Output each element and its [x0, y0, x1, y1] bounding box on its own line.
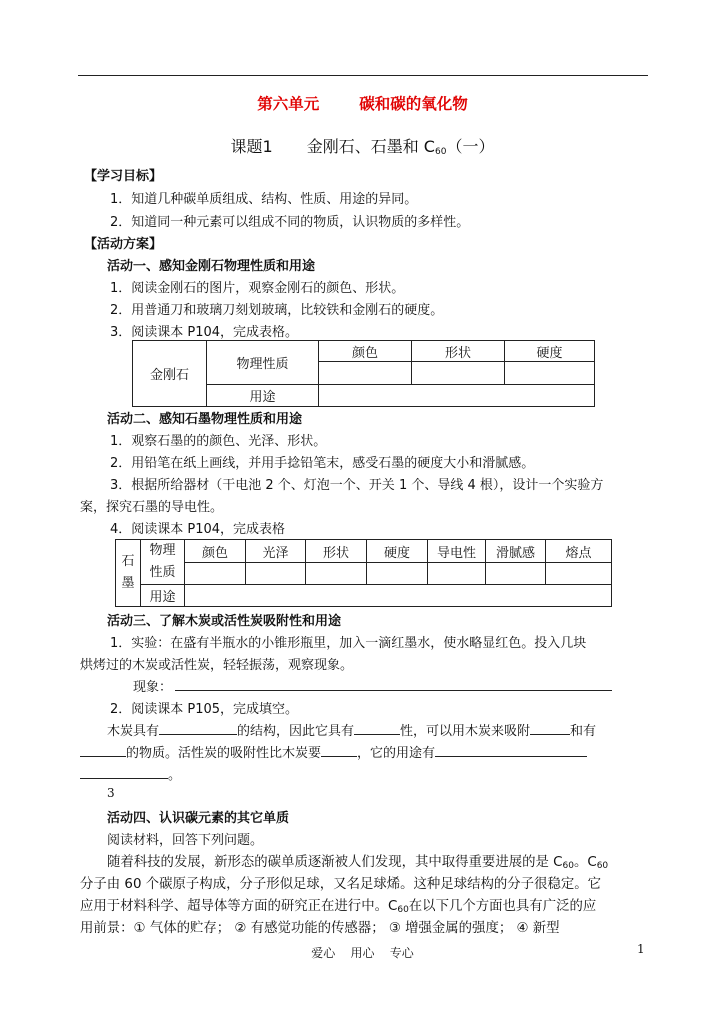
- diamond-cell[interactable]: [412, 362, 505, 385]
- fill-blank[interactable]: [530, 720, 570, 735]
- graphite-col-header: 颜色: [185, 540, 246, 563]
- fill-blank[interactable]: [159, 720, 237, 735]
- fill-line-3: 。: [80, 764, 181, 783]
- lesson-topic-suffix: （一）: [446, 137, 495, 156]
- reading-line: 用前景：① 气体的贮存； ② 有感觉功能的传感器； ③ 增强金属的强度； ④ 新型: [80, 921, 560, 936]
- activity-2-item: 案，探究石墨的导电性。: [80, 500, 224, 515]
- graphite-col-header: 滑腻感: [486, 540, 546, 563]
- fill-blank[interactable]: [354, 720, 400, 735]
- activity-4-intro: 阅读材料，回答下列问题。: [107, 833, 264, 848]
- unit-title: [0, 92, 725, 114]
- activity-3-item: 1．实验：在盛有半瓶水的小锥形瓶里，加入一滴红墨水，使水略显红色。投入几块: [110, 636, 587, 651]
- activity-2-item: 4．阅读课本 P104，完成表格: [110, 522, 286, 537]
- activity-1-item: 3．阅读课本 P104，完成表格。: [110, 325, 299, 340]
- activity-2-heading: 活动二、感知石墨物理性质和用途: [107, 412, 303, 427]
- graphite-cell[interactable]: [546, 563, 612, 585]
- reading-line: 应用于材料科学、超导体等方面的研究正在进行中。$C_{60}$在以下几个方面也具有广泛的应: [80, 899, 597, 915]
- phenomenon-blank[interactable]: [175, 690, 612, 691]
- diamond-col-header: 硬度: [505, 341, 595, 362]
- fill-line-1: 木炭具有 的结构，因此它具有 性，可以用木炭来吸附 和有: [107, 720, 596, 739]
- diamond-row-label: 金刚石: [133, 341, 207, 407]
- header-rule: [78, 75, 648, 76]
- graphite-col-header: 光泽: [246, 540, 306, 563]
- goal-item: 1．知道几种碳单质组成、结构、性质、用途的异同。: [110, 192, 418, 207]
- diamond-use-cell[interactable]: [319, 385, 595, 407]
- graphite-cell[interactable]: [367, 563, 428, 585]
- diamond-table: [132, 340, 595, 407]
- activity-3-heading: 活动三、了解木炭或活性炭吸附性和用途: [107, 614, 342, 629]
- graphite-use-label: 用途: [141, 585, 185, 607]
- graphite-use-cell[interactable]: [185, 585, 612, 607]
- plan-heading: 【活动方案】: [84, 237, 163, 252]
- lesson-topic: 金刚石、石墨和 C: [306, 137, 435, 156]
- lesson-number: 课题1: [230, 137, 273, 156]
- activity-1-item: 2．用普通刀和玻璃刀刻划玻璃，比较铁和金刚石的硬度。: [110, 303, 444, 318]
- graphite-col-header: 导电性: [428, 540, 486, 563]
- diamond-phys-label: 物理性质: [207, 341, 319, 385]
- fill-blank[interactable]: [435, 742, 587, 757]
- diamond-cell[interactable]: [505, 362, 595, 385]
- activity-2-item: 2．用铅笔在纸上画线，并用手捻铅笔末，感受石墨的硬度大小和滑腻感。: [110, 456, 535, 471]
- lesson-title: [0, 134, 725, 157]
- unit-topic: 碳和碳的氧化物: [359, 95, 468, 113]
- graphite-row-label: 石 墨: [116, 540, 141, 607]
- graphite-cell[interactable]: [306, 563, 367, 585]
- unit-number: 第六单元: [257, 95, 320, 113]
- activity-3-item: 烘烤过的木炭或活性炭，轻轻振荡，观察现象。: [80, 658, 354, 673]
- activity-3-item: 2．阅读课本 P105，完成填空。: [110, 702, 299, 717]
- fill-blank[interactable]: [80, 764, 168, 779]
- graphite-cell[interactable]: [246, 563, 306, 585]
- graphite-cell[interactable]: [185, 563, 246, 585]
- graphite-cell[interactable]: [486, 563, 546, 585]
- footer-motto: 爱心 用心 专心: [311, 946, 414, 960]
- activity-2-item: 3．根据所给器材（干电池 2 个、灯泡一个、开关 1 个、导线 4 根），设计一个实验方: [110, 478, 604, 493]
- reading-line: 分子由 60 个碳原子构成，分子形似足球，又名足球烯。这种足球结构的分子很稳定。它: [80, 877, 602, 892]
- phenomenon-label: 现象：: [133, 680, 173, 695]
- fill-blank[interactable]: [321, 742, 357, 757]
- diamond-col-header: 颜色: [319, 341, 412, 362]
- activity-1-item: 1．阅读金刚石的图片，观察金刚石的颜色、形状。: [110, 281, 405, 296]
- diamond-cell[interactable]: [319, 362, 412, 385]
- graphite-phys-label: 物理 性质: [141, 540, 185, 585]
- diamond-use-label: 用途: [207, 385, 319, 407]
- fill-blank[interactable]: [80, 742, 126, 757]
- graphite-table: [115, 539, 612, 607]
- graphite-col-header: 熔点: [546, 540, 612, 563]
- reading-line: 随着科技的发展，新形态的碳单质逐渐被人们发现，其中取得重要进展的是 $C_{60}$。$C_{60}$: [107, 855, 609, 871]
- graphite-cell[interactable]: [428, 563, 486, 585]
- goals-heading: 【学习目标】: [84, 169, 163, 184]
- activity-1-heading: 活动一、感知金刚石物理性质和用途: [107, 259, 316, 274]
- activity-2-item: 1．观察石墨的的颜色、光泽、形状。: [110, 434, 327, 449]
- graphite-col-header: 形状: [306, 540, 367, 563]
- goal-item: 2．知道同一种元素可以组成不同的物质，认识物质的多样性。: [110, 215, 470, 230]
- graphite-col-header: 硬度: [367, 540, 428, 563]
- page-number: 1: [637, 942, 645, 956]
- fill-line-2: 的物质。活性炭的吸附性比木炭要 ，它的用途有: [80, 742, 587, 761]
- diamond-col-header: 形状: [412, 341, 505, 362]
- lesson-topic-subscript: 60: [434, 147, 447, 157]
- activity-4-heading: 活动四、认识碳元素的其它单质: [107, 811, 290, 826]
- stray-number: 3: [107, 786, 115, 800]
